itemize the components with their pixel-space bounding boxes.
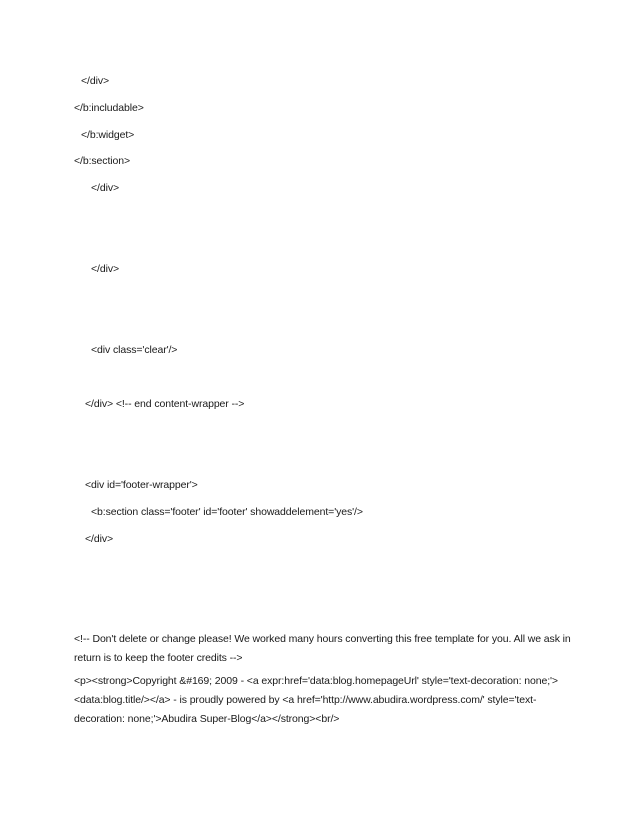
code-line-div-clear: <div class='clear'/> bbox=[91, 344, 178, 356]
footer-credit-markup: <p><strong>Copyright &#169; 2009 - <a expr:href='data:blog.homepageUrl' style='text-decoration: none;'><data:blog.title/></a> - is proudly powered by <a href='http://www.abudira.wordpress.com/' style='text-decoration: none;'>Abudira Super-Blog</a></strong><br/> bbox=[74, 675, 558, 725]
code-line-content-wrapper-end: </div> <!-- end content-wrapper --> bbox=[85, 398, 245, 410]
code-line-div-close: </div> bbox=[91, 263, 120, 275]
code-line-section-close: </b:section> bbox=[74, 155, 131, 167]
footer-credit-comment: <!-- Don't delete or change please! We worked many hours converting this free template for you. All we ask in return is to keep the footer credits --> bbox=[74, 633, 571, 664]
code-line-footer-wrapper-open: <div id='footer-wrapper'> bbox=[85, 479, 198, 491]
code-line-includable-close: </b:includable> bbox=[74, 102, 144, 114]
code-line-div-close: </div> bbox=[81, 75, 110, 87]
code-line-div-close: </div> bbox=[85, 533, 114, 545]
code-line-div-close: </div> bbox=[91, 182, 120, 194]
code-line-widget-close: </b:widget> bbox=[81, 129, 135, 141]
code-line-footer-section: <b:section class='footer' id='footer' showaddelement='yes'/> bbox=[91, 506, 363, 518]
